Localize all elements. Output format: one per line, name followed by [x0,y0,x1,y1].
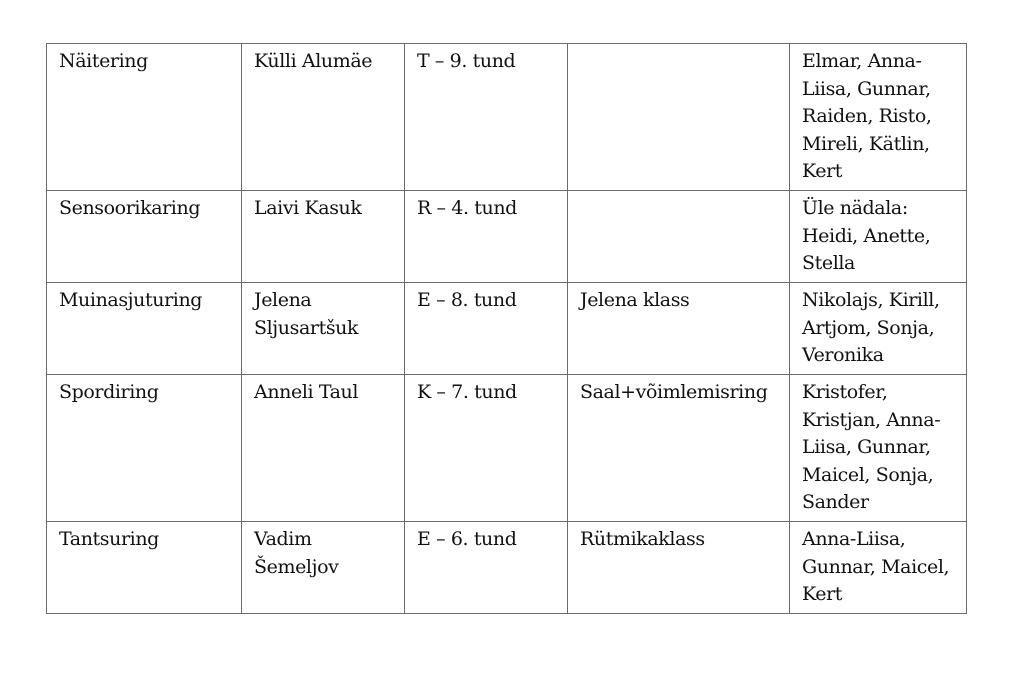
club-name-cell: Muinasjuturing [47,283,242,375]
club-room-cell: Saal+võimlemisring [568,375,790,522]
club-name-cell: Sensoorikaring [47,191,242,283]
club-members-cell: Elmar, Anna-Liisa, Gunnar, Raiden, Risto, Mireli, Kätlin, Kert [790,44,967,191]
club-members-cell: Anna-Liisa, Gunnar, Maicel, Kert [790,522,967,614]
club-room-cell: Jelena klass [568,283,790,375]
club-leader-cell: Laivi Kasuk [242,191,405,283]
club-name-cell: Näitering [47,44,242,191]
club-name-cell: Tantsuring [47,522,242,614]
table-row [47,44,967,191]
club-members-cell: Kristofer, Kristjan, Anna-Liisa, Gunnar, Maicel, Sonja, Sander [790,375,967,522]
club-members-cell: Nikolajs, Kirill, Artjom, Sonja, Veronika [790,283,967,375]
club-time-cell: K – 7. tund [405,375,568,522]
club-room-cell [568,44,790,191]
club-room-cell: Rütmikaklass [568,522,790,614]
club-leader-cell: Jelena Sljusartšuk [242,283,405,375]
table-row [47,283,967,375]
club-time-cell: R – 4. tund [405,191,568,283]
club-leader-cell: Vadim Šemeljov [242,522,405,614]
club-room-cell [568,191,790,283]
club-leader-cell: Anneli Taul [242,375,405,522]
clubs-table [46,43,967,614]
table-row [47,522,967,614]
club-time-cell: E – 6. tund [405,522,568,614]
club-members-cell: Üle nädala: Heidi, Anette, Stella [790,191,967,283]
club-leader-cell: Külli Alumäe [242,44,405,191]
club-time-cell: E – 8. tund [405,283,568,375]
table-row [47,191,967,283]
club-time-cell: T – 9. tund [405,44,568,191]
table-row [47,375,967,522]
club-name-cell: Spordiring [47,375,242,522]
